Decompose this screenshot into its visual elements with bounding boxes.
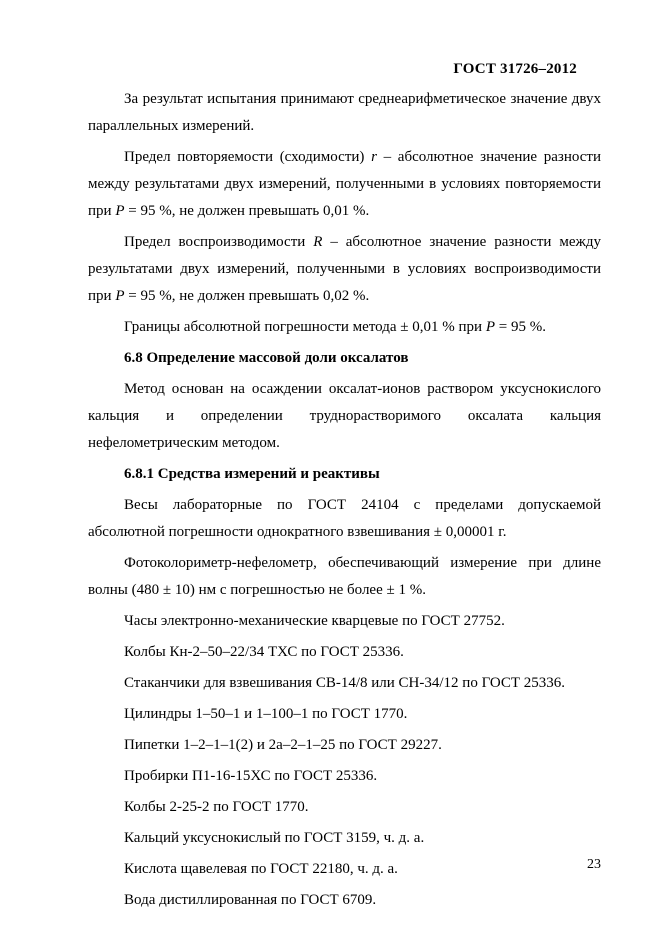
list-item: Стаканчики для взвешивания СВ-14/8 или СН-34/12 по ГОСТ 25336. <box>124 675 566 691</box>
list-item: Кальций уксуснокислый по ГОСТ 3159, ч. д. а. <box>124 830 425 846</box>
list-item: Вода дистиллированная по ГОСТ 6709. <box>124 892 377 908</box>
variable-p: P <box>115 288 125 304</box>
text-fragment: = 95 %. <box>495 319 546 335</box>
section-heading-6-8-1: 6.8.1 Средства измерений и реактивы <box>124 466 380 482</box>
list-item: Цилиндры 1–50–1 и 1–100–1 по ГОСТ 1770. <box>124 706 408 722</box>
text-fragment: Границы абсолютной погрешности метода ± 0,01 % при <box>124 319 486 335</box>
paragraph-repeatability <box>88 144 601 225</box>
text-fragment: = 95 %, не должен превышать 0,02 %. <box>124 288 370 304</box>
list-item: Колбы 2-25-2 по ГОСТ 1770. <box>124 799 309 815</box>
text-fragment: – абсолютное значение разности между результатами двух измерений, полученными в условиях повторяемости при <box>88 149 601 219</box>
list-item: Пипетки 1–2–1–1(2) и 2а–2–1–25 по ГОСТ 29227. <box>124 737 442 753</box>
paragraph-result: За результат испытания принимают среднеарифметическое значение двух параллельных измерений. <box>88 91 601 134</box>
list-item: Часы электронно-механические кварцевые по ГОСТ 27752. <box>124 613 505 629</box>
list-item: Пробирки П1-16-15ХС по ГОСТ 25336. <box>124 768 378 784</box>
standard-title: ГОСТ 31726–2012 <box>453 61 577 77</box>
variable-R: R <box>313 234 323 250</box>
paragraph-error-bounds <box>88 314 601 341</box>
text-fragment: = 95 %, не должен превышать 0,01 %. <box>124 203 370 219</box>
text-fragment: Предел повторяемости (сходимости) <box>124 149 372 165</box>
list-item: Колбы Кн-2–50–22/34 ТХС по ГОСТ 25336. <box>124 644 404 660</box>
variable-p: P <box>115 203 125 219</box>
paragraph-photocolorimeter: Фотоколориметр-нефелометр, обеспечивающий измерение при длине волны (480 ± 10) нм с погрешностью не более ± 1 %. <box>88 555 601 598</box>
text-fragment: Предел воспроизводимости <box>124 234 314 250</box>
text-fragment: – абсолютное значение разности между результатами двух измерений, полученными в условиях воспроизводимости при <box>88 234 601 304</box>
paragraph-method: Метод основан на осаждении оксалат-ионов раствором уксуснокислого кальция и определении труднорастворимого оксалата кальция нефелометрическим методом. <box>88 381 601 451</box>
page-number: 23 <box>587 857 601 872</box>
section-heading-6-8: 6.8 Определение массовой доли оксалатов <box>124 350 409 366</box>
list-item: Кислота щавелевая по ГОСТ 22180, ч. д. а. <box>124 861 398 877</box>
page-body <box>88 86 601 914</box>
paragraph-reproducibility <box>88 229 601 310</box>
variable-p: P <box>485 319 495 335</box>
paragraph-scales: Весы лабораторные по ГОСТ 24104 с пределами допускаемой абсолютной погрешности однократного взвешивания ± 0,00001 г. <box>88 497 601 540</box>
variable-r: r <box>371 149 377 165</box>
